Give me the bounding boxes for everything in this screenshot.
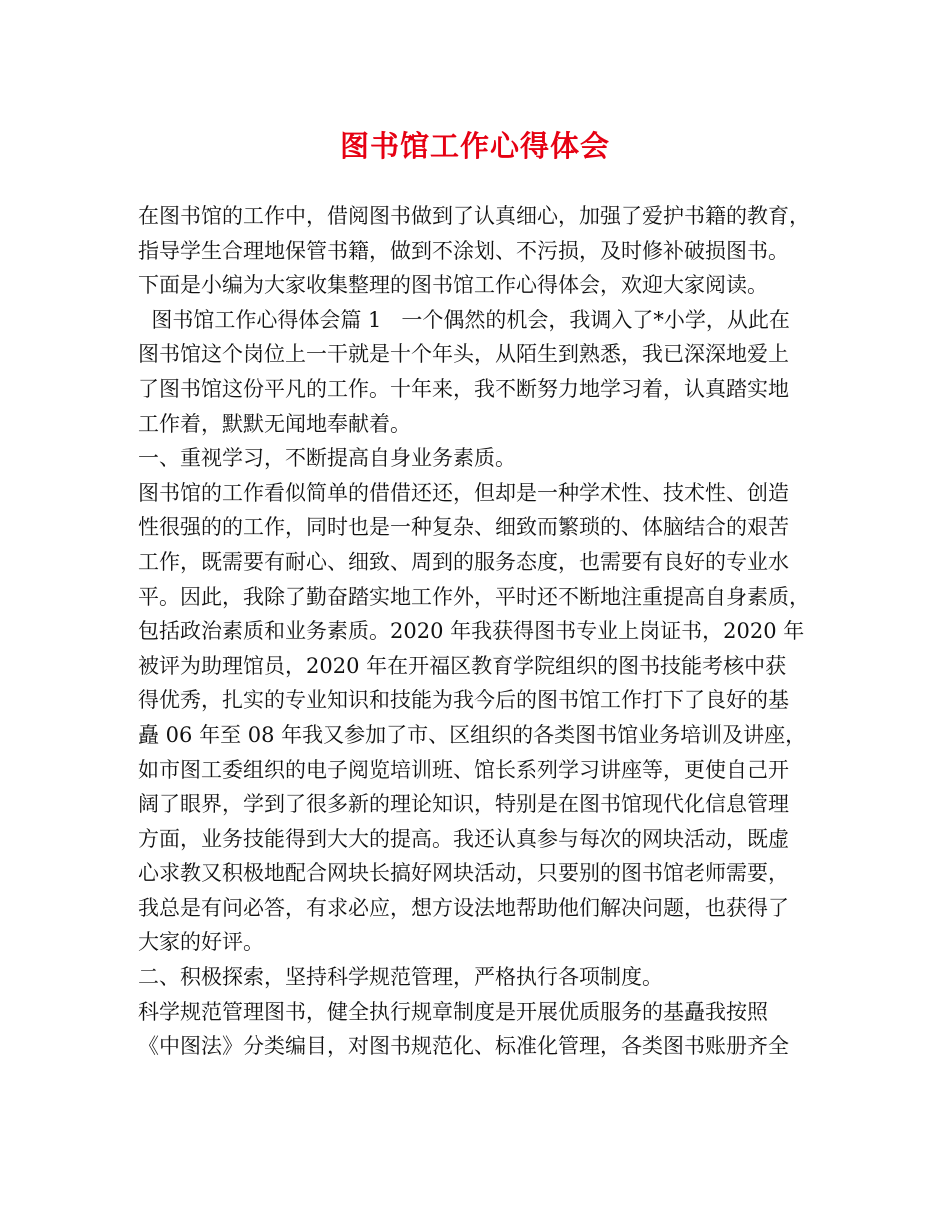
body-line: 得优秀，扎实的专业知识和技能为我今后的图书馆工作打下了良好的基 — [138, 688, 789, 713]
body-line: 了图书馆这份平凡的工作。十年来，我不断努力地学习着，认真踏实地 — [138, 376, 789, 401]
body-line: 如市图工委组织的电子阅览培训班、馆长系列学习讲座等，更使自己开 — [138, 757, 789, 782]
body-line: 性很强的的工作，同时也是一种复杂、细致而繁琐的、体脑结合的艰苦 — [138, 515, 789, 540]
body-line: 大家的好评。 — [138, 930, 264, 955]
body-line: 指导学生合理地保管书籍，做到不涂划、不污损，及时修补破损图书。 — [138, 238, 789, 263]
body-line: 工作，既需要有耐心、细致、周到的服务态度，也需要有良好的专业水 — [138, 549, 789, 574]
body-line: 我总是有问必答，有求必应，想方设法地帮助他们解决问题，也获得了 — [138, 895, 789, 920]
body-line: 矗 06 年至 08 年我又参加了市、区组织的各类图书馆业务培训及讲座， — [138, 722, 807, 747]
body-line: 阔了眼界，学到了很多新的理论知识，特别是在图书馆现代化信息管理 — [138, 792, 789, 817]
body-line: 心求教又积极地配合网块长搞好网块活动，只要别的图书馆老师需要， — [138, 861, 789, 886]
body-line: 科学规范管理图书，健全执行规章制度是开展优质服务的基矗我按照 — [138, 999, 768, 1024]
document-title: 图书馆工作心得体会 — [339, 129, 610, 163]
body-line: 一、重视学习，不断提高自身业务素质。 — [138, 446, 516, 471]
body-line: 图书馆这个岗位上一干就是十个年头，从陌生到熟悉，我已深深地爱上 — [138, 342, 789, 367]
body-line: 方面，业务技能得到大大的提高。我还认真参与每次的网块活动，既虚 — [138, 826, 789, 851]
document-body — [138, 199, 818, 1064]
body-line: 图书馆工作心得体会篇 1 一个偶然的机会，我调入了*小学，从此在 — [138, 307, 790, 332]
body-line: 平。因此，我除了勤奋踏实地工作外，平时还不断地注重提高自身素质， — [138, 584, 810, 609]
body-line: 《中图法》分类编目，对图书规范化、标准化管理，各类图书账册齐全 — [138, 1034, 789, 1059]
body-line: 包括政治素质和业务素质。2020 年我获得图书专业上岗证书，2020 年 — [138, 619, 805, 644]
body-line: 下面是小编为大家收集整理的图书馆工作心得体会，欢迎大家阅读。 — [138, 273, 768, 298]
body-line: 在图书馆的工作中，借阅图书做到了认真细心，加强了爱护书籍的教育， — [138, 204, 810, 228]
body-line: 工作着，默默无闻地奉献着。 — [138, 411, 411, 436]
body-line: 二、积极探索，坚持科学规范管理，严格执行各项制度。 — [138, 965, 663, 990]
body-line: 被评为助理馆员，2020 年在开福区教育学院组织的图书技能考核中获 — [138, 653, 787, 678]
body-line: 图书馆的工作看似简单的借借还还，但却是一种学术性、技术性、创造 — [138, 480, 789, 505]
